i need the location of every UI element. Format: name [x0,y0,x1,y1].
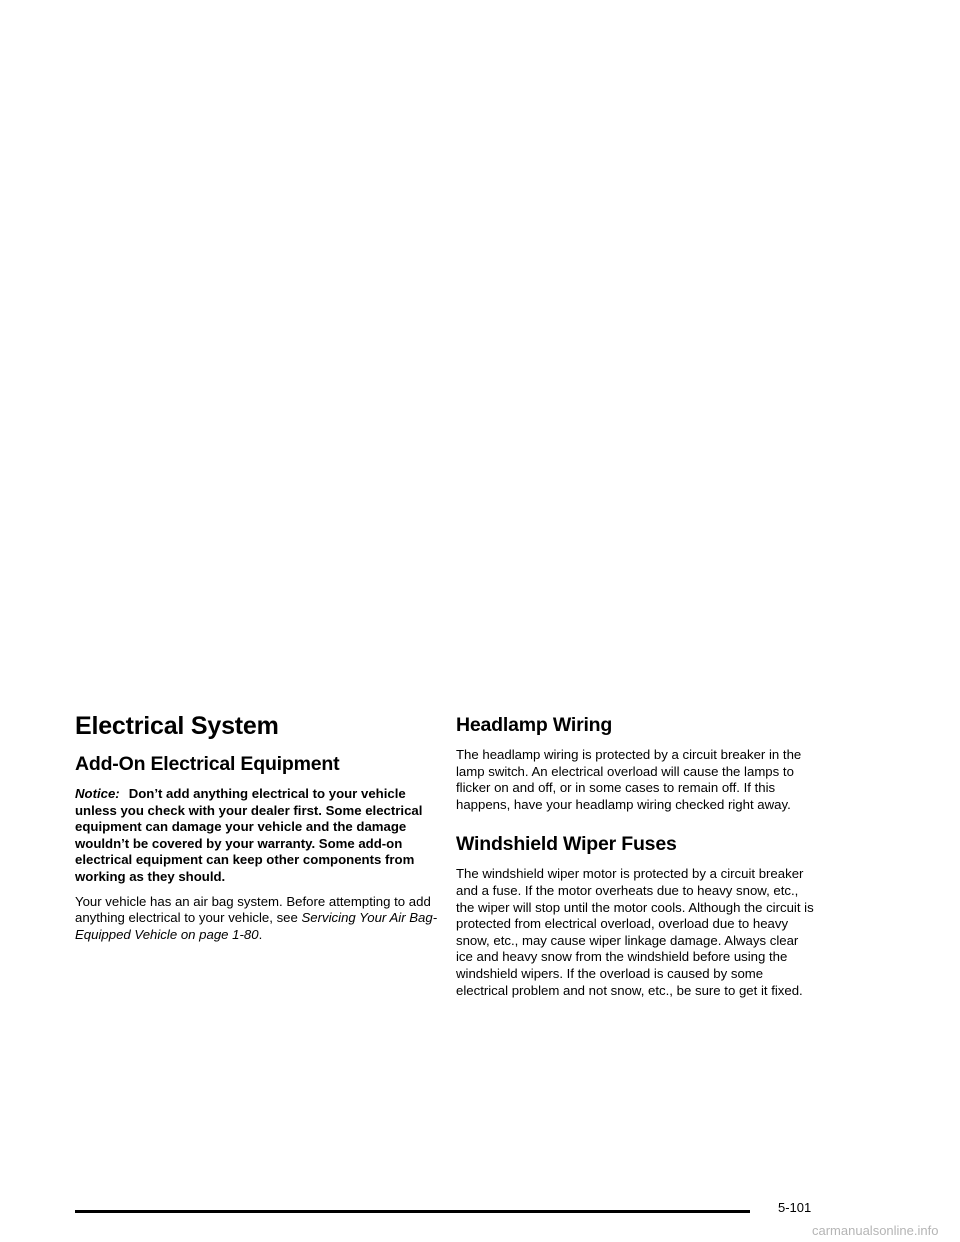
page-number: 5-101 [778,1200,812,1215]
notice-paragraph [75,786,440,886]
right-column [456,714,816,999]
footer-rule [75,1210,750,1213]
airbag-paragraph [75,894,440,944]
wiper-heading: Windshield Wiper Fuses [456,833,677,856]
airbag-reference-link[interactable]: Servicing Your Air Bag-Equipped Vehicle on page 1-80 [75,910,438,942]
headlamp-heading: Headlamp Wiring [456,714,613,736]
airbag-text: Your vehicle has an air bag system. Before attempting to add anything electrical to your vehicle, see [75,893,431,926]
wiper-paragraph: The windshield wiper motor is protected by a circuit breaker and a fuse. If the motor overheats due to heavy snow, etc., the wiper will stop until the motor cools. Although the circuit is protected from electrical overload, overload due to heavy snow, etc., may cause wiper linkage damage. Always clear ice and heavy snow from the windshield before using the windshield wipers. If the overload is caused by some electrical problem and not snow, etc., be sure to get it fixed. [456,866,814,998]
notice-text: Don’t add anything electrical to your vehicle unless you check with your dealer first. Some electrical equipment can damage your vehicle and the damage wouldn’t be covered by your warranty. Some add-on electrical equipment can keep other components from working as they should. [75,786,423,884]
add-on-heading: Add-On Electrical Equipment [75,753,340,775]
left-column [75,712,440,943]
headlamp-paragraph: The headlamp wiring is protected by a circuit breaker in the lamp switch. An electrical overload will cause the lamps to flicker on and off, or in some cases to remain off. If this happens, have your headlamp wiring checked right away. [456,747,802,812]
chapter-title: Electrical System [75,712,279,740]
airbag-text-end: . [258,926,263,942]
watermark: carmanualsonline.info [812,1223,939,1238]
notice-label: Notice: [75,786,120,801]
